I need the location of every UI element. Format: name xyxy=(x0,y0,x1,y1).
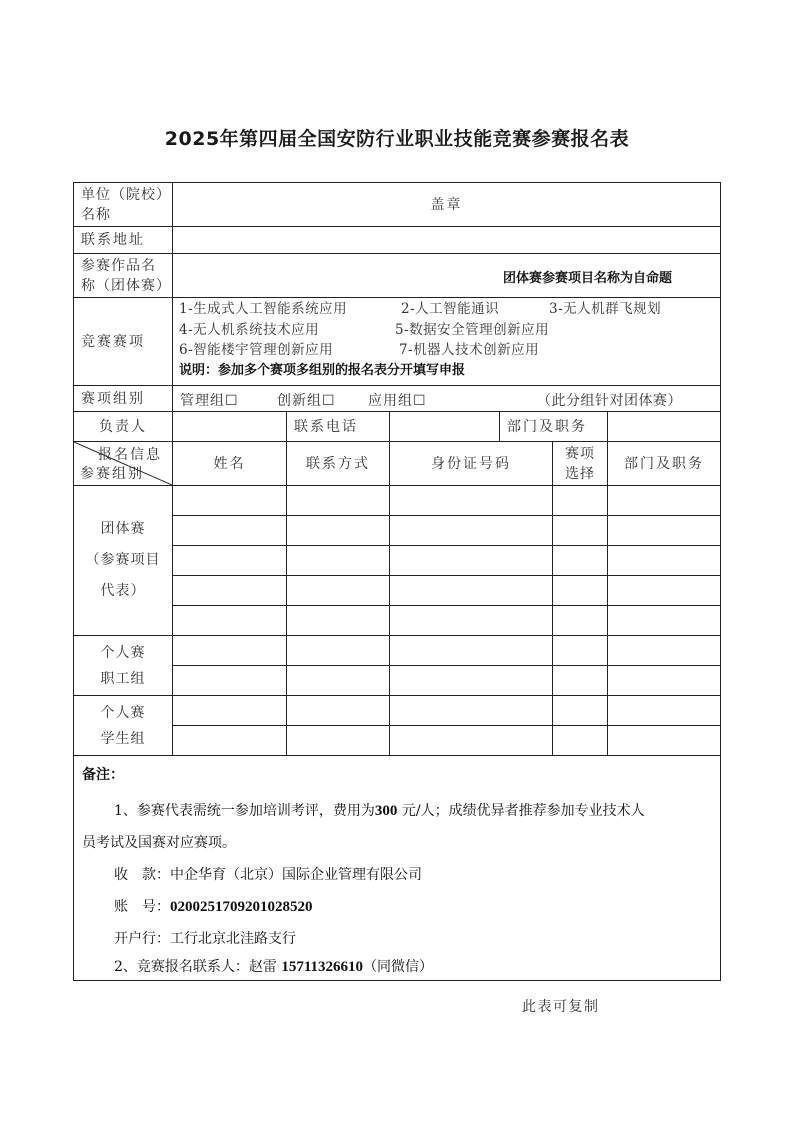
work-name-label-line1: 参赛作品名 xyxy=(81,257,156,274)
entry-event-choice-field[interactable] xyxy=(552,515,608,546)
entry-event-choice-field[interactable] xyxy=(552,665,608,696)
entry-name-field[interactable] xyxy=(172,575,287,606)
bank-value: 工行北京北洼路支行 xyxy=(170,931,296,947)
group-option-application[interactable]: 应用组☐ xyxy=(368,393,427,409)
event-option-4: 4-无人机系统技术应用 xyxy=(179,321,320,338)
team-section-label xyxy=(73,485,173,636)
entry-contact-field[interactable] xyxy=(286,725,390,756)
page-title: 2025年第四届全国安防行业职业技能竞赛参赛报名表 xyxy=(164,128,630,150)
events-note: 说明：参加多个赛项多组别的报名表分开填写申报 xyxy=(179,362,466,378)
entry-id-number-field[interactable] xyxy=(389,545,553,576)
entry-dept-field[interactable] xyxy=(607,575,721,606)
account-label: 账 号： xyxy=(114,899,170,915)
entry-contact-field[interactable] xyxy=(286,605,390,636)
entry-dept-field[interactable] xyxy=(607,665,721,696)
group-note: （此分组针对团体赛） xyxy=(537,393,682,409)
entry-contact-field[interactable] xyxy=(286,575,390,606)
leader-label: 负责人 xyxy=(73,411,173,442)
group-cell xyxy=(172,385,721,412)
remarks-item-2 xyxy=(114,956,433,976)
individual-student-line2: 学生组 xyxy=(100,730,146,747)
column-header-id-number: 身份证号码 xyxy=(389,441,553,486)
remarks-item-1 xyxy=(114,800,645,820)
entry-event-choice-field[interactable] xyxy=(552,575,608,606)
entry-contact-field[interactable] xyxy=(286,695,390,726)
individual-staff-label xyxy=(73,635,173,696)
column-header-dept: 部门及职务 xyxy=(607,441,721,486)
work-name-label xyxy=(73,253,173,298)
unit-name-label xyxy=(73,182,173,227)
event-option-6: 6-智能楼宇管理创新应用 xyxy=(179,342,334,358)
team-label-line2: （参赛项目 xyxy=(85,552,161,568)
entry-name-field[interactable] xyxy=(172,635,287,666)
entry-id-number-field[interactable] xyxy=(389,725,553,756)
individual-staff-line1: 个人赛 xyxy=(100,644,146,661)
entry-event-choice-field[interactable] xyxy=(552,725,608,756)
bank-line xyxy=(114,928,296,948)
entry-name-field[interactable] xyxy=(172,725,287,756)
entry-name-field[interactable] xyxy=(172,515,287,546)
entry-dept-field[interactable] xyxy=(607,485,721,516)
column-header-event-choice-line1: 赛项 xyxy=(565,445,595,462)
entry-contact-field[interactable] xyxy=(286,665,390,696)
entry-id-number-field[interactable] xyxy=(389,665,553,696)
group-option-innovation[interactable]: 创新组☐ xyxy=(277,393,336,409)
entry-dept-field[interactable] xyxy=(607,515,721,546)
work-name-label-line2: 称（团体赛） xyxy=(81,277,171,294)
entry-name-field[interactable] xyxy=(172,485,287,516)
contact-suffix: （同微信） xyxy=(363,959,434,975)
entry-contact-field[interactable] xyxy=(286,545,390,576)
remarks-box xyxy=(73,755,721,981)
payee-label: 收 款： xyxy=(114,867,170,883)
seal-label: 盖章 xyxy=(430,196,463,213)
entry-event-choice-field[interactable] xyxy=(552,635,608,666)
entry-event-choice-field[interactable] xyxy=(552,485,608,516)
work-name-field[interactable] xyxy=(172,253,721,298)
address-label: 联系地址 xyxy=(73,226,173,254)
entry-name-field[interactable] xyxy=(172,605,287,636)
header-corner-bottom: 参赛组别 xyxy=(80,466,144,482)
account-value: 0200251709201028520 xyxy=(170,899,313,915)
entry-contact-field[interactable] xyxy=(286,635,390,666)
entry-contact-field[interactable] xyxy=(286,485,390,516)
unit-name-field[interactable] xyxy=(172,182,721,227)
individual-staff-line2: 职工组 xyxy=(100,670,146,687)
address-field[interactable] xyxy=(172,226,721,254)
account-line xyxy=(114,896,313,916)
phone-field[interactable] xyxy=(389,411,500,442)
bank-label: 开户行： xyxy=(114,931,170,947)
unit-name-label-line1: 单位（院校） xyxy=(81,186,171,203)
remarks-item-1-line2: 员考试及国赛对应赛项。 xyxy=(82,835,236,851)
entry-event-choice-field[interactable] xyxy=(552,695,608,726)
column-header-contact: 联系方式 xyxy=(286,441,390,486)
contact-prefix: 2、竞赛报名联系人：赵雷 xyxy=(114,959,277,975)
team-label-line3: 代表） xyxy=(100,583,146,599)
work-name-hint: 团体赛参赛项目名称为自命题 xyxy=(503,271,673,286)
header-corner-top: 报名信息 xyxy=(98,447,162,463)
phone-label: 联系电话 xyxy=(286,411,390,442)
column-header-event-choice-line2: 选择 xyxy=(565,465,595,482)
entry-id-number-field[interactable] xyxy=(389,485,553,516)
entry-name-field[interactable] xyxy=(172,695,287,726)
entry-name-field[interactable] xyxy=(172,545,287,576)
remarks-heading: 备注： xyxy=(82,767,124,783)
individual-student-label xyxy=(73,695,173,756)
entry-name-field[interactable] xyxy=(172,665,287,696)
dept-field[interactable] xyxy=(607,411,721,442)
remarks-item-1-prefix: 1、参赛代表需统一参加培训考评，费用为 xyxy=(114,803,375,819)
individual-student-line1: 个人赛 xyxy=(100,704,146,721)
column-header-event-choice xyxy=(552,441,608,486)
group-option-management[interactable]: 管理组☐ xyxy=(180,393,239,409)
event-option-3: 3-无人机群飞规划 xyxy=(549,301,662,317)
event-option-2: 2-人工智能通识 xyxy=(401,301,500,317)
unit-name-label-line2: 名称 xyxy=(81,206,111,223)
entry-id-number-field[interactable] xyxy=(389,575,553,606)
entry-dept-field[interactable] xyxy=(607,695,721,726)
entry-contact-field[interactable] xyxy=(286,515,390,546)
entry-id-number-field[interactable] xyxy=(389,635,553,666)
group-label: 赛项组别 xyxy=(73,385,173,412)
column-header-name: 姓名 xyxy=(172,441,287,486)
event-option-7: 7-机器人技术创新应用 xyxy=(399,342,540,358)
payee-value: 中企华育（北京）国际企业管理有限公司 xyxy=(170,867,422,883)
events-label: 竞赛赛项 xyxy=(73,297,173,386)
entry-event-choice-field[interactable] xyxy=(552,545,608,576)
team-label-line1: 团体赛 xyxy=(100,521,146,537)
entry-id-number-field[interactable] xyxy=(389,605,553,636)
event-option-5: 5-数据安全管理创新应用 xyxy=(395,321,550,338)
entry-id-number-field[interactable] xyxy=(389,515,553,546)
dept-label: 部门及职务 xyxy=(499,411,608,442)
entry-dept-field[interactable] xyxy=(607,605,721,636)
leader-field[interactable] xyxy=(172,411,287,442)
entry-dept-field[interactable] xyxy=(607,635,721,666)
remarks-item-1-suffix: 元/人；成绩优异者推荐参加专业技术人 xyxy=(401,803,645,819)
remarks-fee: 300 xyxy=(374,803,398,819)
contact-phone: 15711326610 xyxy=(281,959,364,975)
footer-note: 此表可复制 xyxy=(522,999,600,1015)
header-corner-cell xyxy=(73,441,173,486)
entry-dept-field[interactable] xyxy=(607,545,721,576)
payee-line xyxy=(114,864,422,884)
entry-id-number-field[interactable] xyxy=(389,695,553,726)
events-cell xyxy=(172,297,721,386)
entry-event-choice-field[interactable] xyxy=(552,605,608,636)
entry-dept-field[interactable] xyxy=(607,725,721,756)
event-option-1: 1-生成式人工智能系统应用 xyxy=(179,301,348,317)
